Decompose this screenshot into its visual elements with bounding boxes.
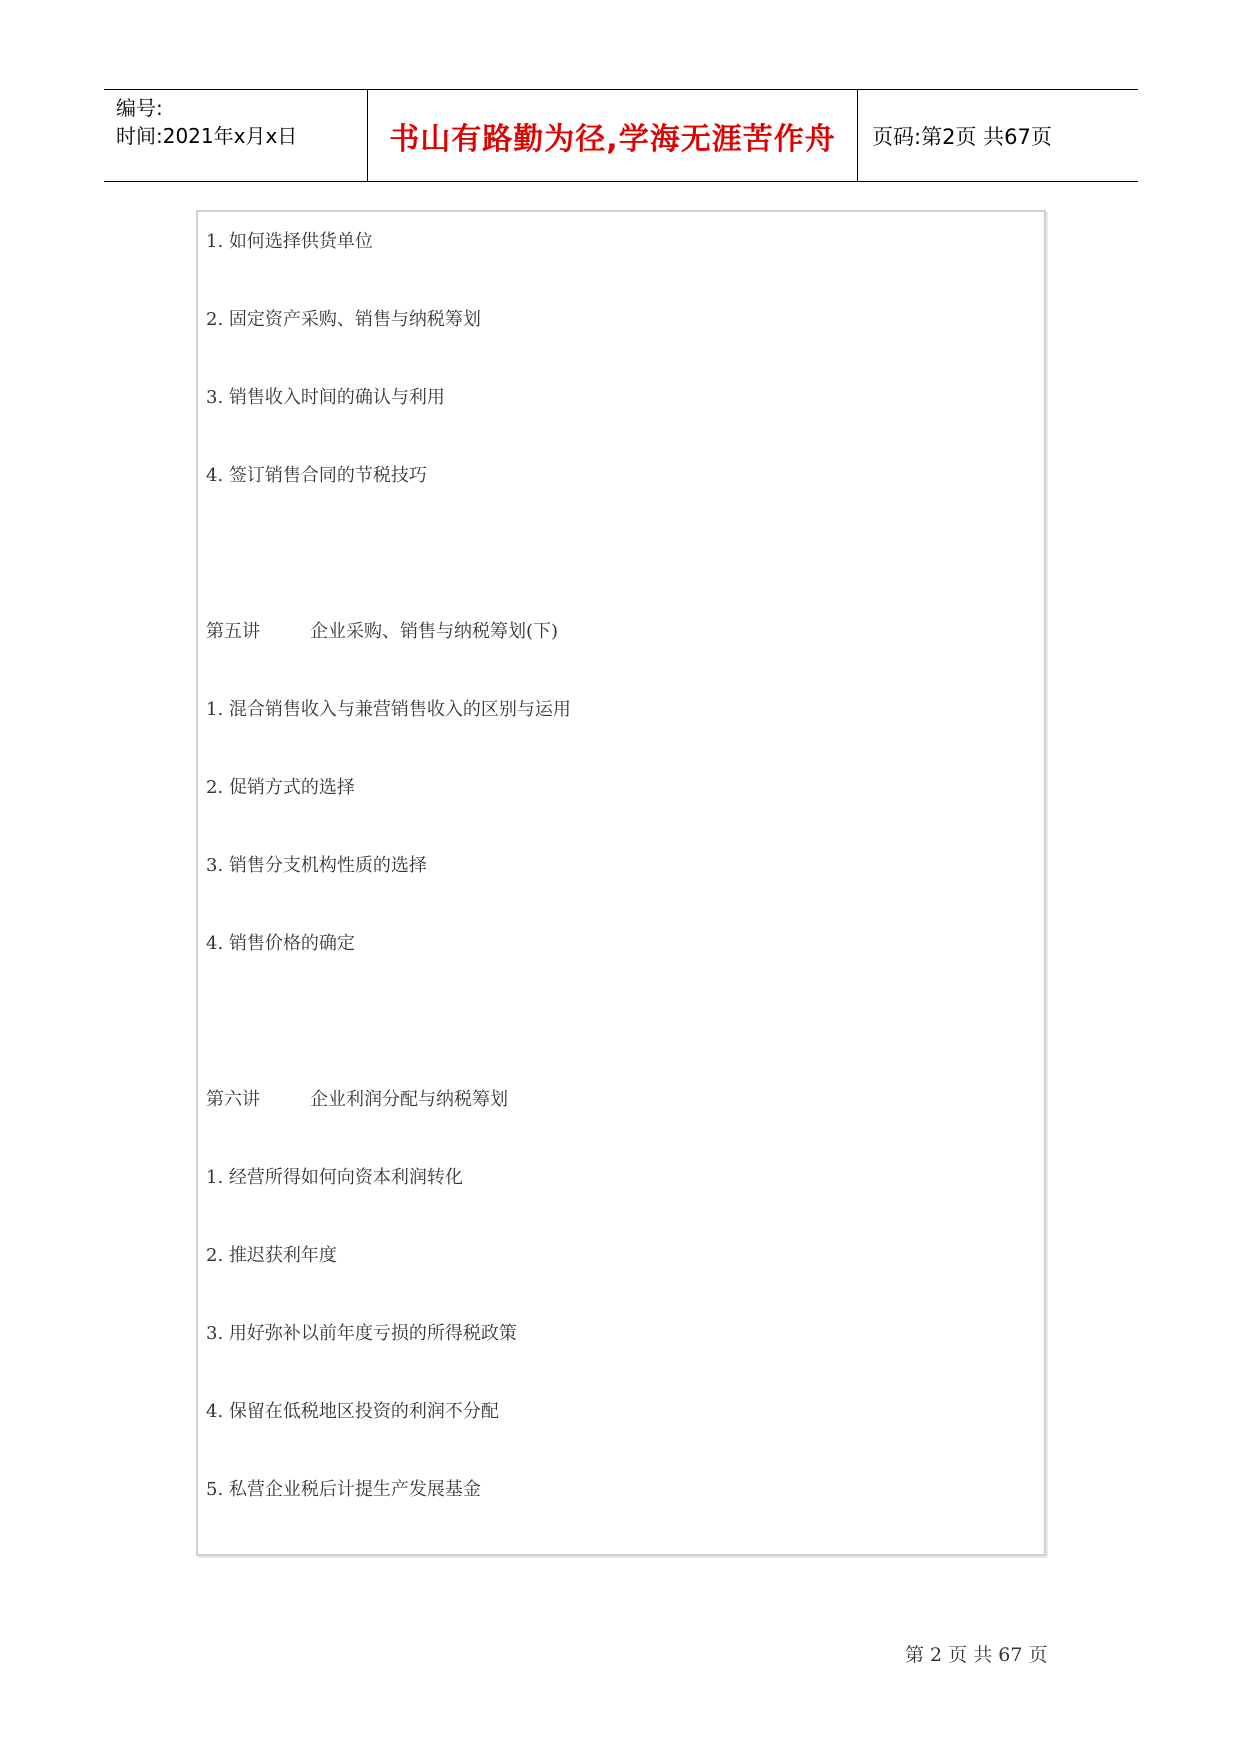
section-heading-5 <box>206 620 558 644</box>
section-number: 第五讲 <box>206 621 260 642</box>
list-item: 3. 销售分支机构性质的选择 <box>206 855 427 876</box>
content-frame <box>196 210 1046 1556</box>
time-label: 时间:2021年x月x日 <box>116 124 298 148</box>
list-item: 1. 混合销售收入与兼营销售收入的区别与运用 <box>206 699 571 720</box>
list-item: 2. 固定资产采购、销售与纳税筹划 <box>206 309 481 330</box>
header-motto: 书山有路勤为径,学海无涯苦作舟 <box>368 90 858 181</box>
list-item: 3. 用好弥补以前年度亏损的所得税政策 <box>206 1323 517 1344</box>
list-item: 3. 销售收入时间的确认与利用 <box>206 387 445 408</box>
list-item: 2. 促销方式的选择 <box>206 777 355 798</box>
page-footer: 第 2 页 共 67 页 <box>905 1644 1048 1666</box>
list-item: 1. 经营所得如何向资本利润转化 <box>206 1167 463 1188</box>
section-title: 企业采购、销售与纳税筹划(下) <box>310 621 559 642</box>
header-page-code: 页码:第2页 共67页 <box>872 124 1052 149</box>
list-item: 4. 签订销售合同的节税技巧 <box>206 465 427 486</box>
header-meta <box>104 90 368 181</box>
page-header <box>104 89 1138 182</box>
section-heading-6 <box>206 1088 508 1112</box>
section-number: 第六讲 <box>206 1089 260 1110</box>
section-title: 企业利润分配与纳税筹划 <box>310 1089 508 1110</box>
list-item: 4. 保留在低税地区投资的利润不分配 <box>206 1401 499 1422</box>
list-item: 5. 私营企业税后计提生产发展基金 <box>206 1479 481 1500</box>
number-label: 编号: <box>116 96 163 120</box>
list-item: 2. 推迟获利年度 <box>206 1245 337 1266</box>
list-item: 4. 销售价格的确定 <box>206 933 355 954</box>
list-item: 1. 如何选择供货单位 <box>206 231 373 252</box>
